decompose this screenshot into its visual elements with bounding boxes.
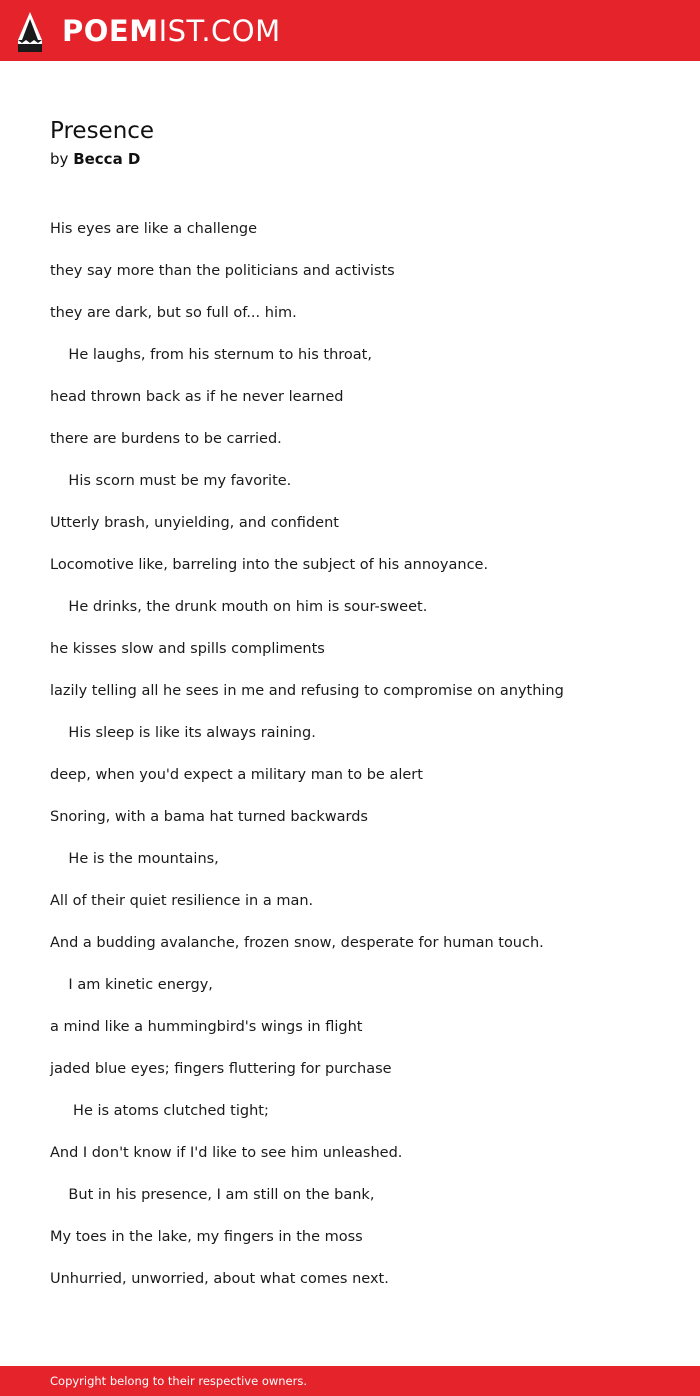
poem-line: And a budding avalanche, frozen snow, desperate for human touch.: [50, 935, 544, 951]
logo-text-light: IST.COM: [158, 14, 281, 48]
poem-line: deep, when you'd expect a military man to be alert: [50, 767, 423, 783]
site-footer: [0, 1366, 700, 1396]
poem-line: And I don't know if I'd like to see him unleashed.: [50, 1145, 403, 1161]
poem-author: Becca D: [73, 150, 141, 168]
poem-line: He is atoms clutched tight;: [50, 1103, 269, 1119]
poem-line: there are burdens to be carried.: [50, 431, 282, 447]
logo-text-bold: POEM: [62, 14, 159, 48]
poem-line: he kisses slow and spills compliments: [50, 641, 325, 657]
poem-line: they say more than the politicians and activists: [50, 263, 395, 279]
poem-title: Presence: [50, 118, 155, 144]
poem-line: Snoring, with a bama hat turned backwards: [50, 809, 368, 825]
poem-line: head thrown back as if he never learned: [50, 389, 344, 405]
site-header: [0, 0, 700, 61]
site-logo-text: [62, 9, 281, 53]
poem-line: He drinks, the drunk mouth on him is sour-sweet.: [50, 599, 428, 615]
poem-byline: [50, 149, 140, 169]
pencil-tip-icon: [16, 10, 44, 52]
poem-line: Utterly brash, unyielding, and confident: [50, 515, 339, 531]
poem-line: they are dark, but so full of... him.: [50, 305, 297, 321]
poem-line: jaded blue eyes; fingers fluttering for purchase: [50, 1061, 392, 1077]
footer-copyright: Copyright belong to their respective owners.: [50, 1374, 308, 1388]
poem-line: But in his presence, I am still on the bank,: [50, 1187, 375, 1203]
poem-body: [50, 218, 670, 1310]
poem-line: My toes in the lake, my fingers in the moss: [50, 1229, 363, 1245]
poem-line: His sleep is like its always raining.: [50, 725, 316, 741]
site-logo-link[interactable]: [16, 9, 281, 53]
poem-line: I am kinetic energy,: [50, 977, 213, 993]
poem-line: lazily telling all he sees in me and refusing to compromise on anything: [50, 683, 564, 699]
poem-line: All of their quiet resilience in a man.: [50, 893, 314, 909]
poem-line: His scorn must be my favorite.: [50, 473, 292, 489]
poem-line: a mind like a hummingbird's wings in flight: [50, 1019, 363, 1035]
poem-line: Unhurried, unworried, about what comes next.: [50, 1271, 389, 1287]
poem-line: He laughs, from his sternum to his throat,: [50, 347, 372, 363]
poem-line: He is the mountains,: [50, 851, 219, 867]
byline-prefix: by: [50, 150, 69, 168]
poem-line: Locomotive like, barreling into the subject of his annoyance.: [50, 557, 489, 573]
poem-line: His eyes are like a challenge: [50, 221, 258, 237]
